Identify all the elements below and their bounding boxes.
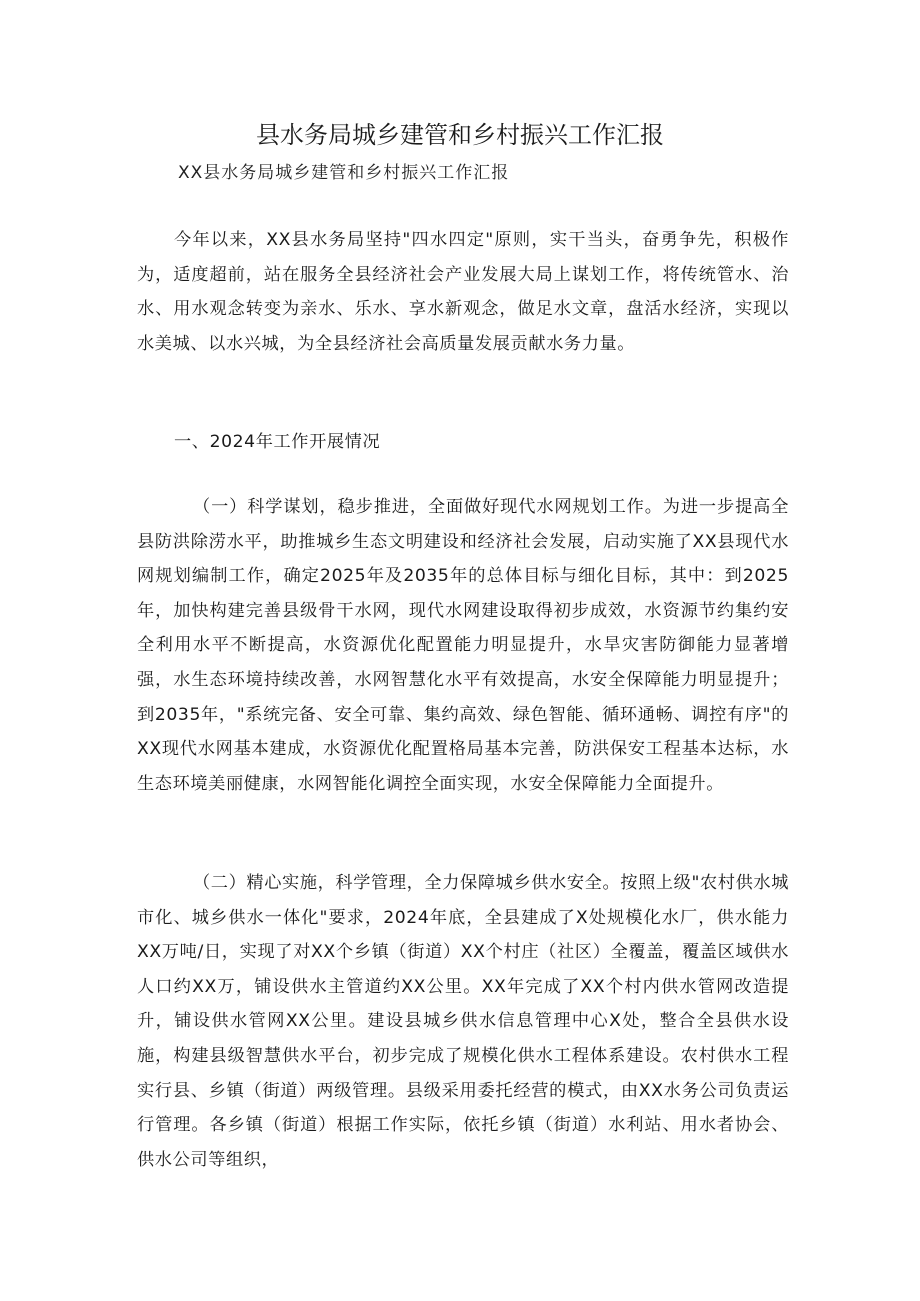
section-2-paragraph: （二）精心实施，科学管理，全力保障城乡供水安全。按照上级"农村供水城市化、城乡供水一体化"要求，2024年底，全县建成了X处规模化水厂，供水能力XX万吨/日，实现了对XX个乡镇（街道）XX个村庄（社区）全覆盖，覆盖区域供水人口约XX万，铺设供水主管道约XX公里。XX年完成了XX个村内供水管网改造提升，铺设供水管网XX公里。建设县城乡供水信息管理中心X处，整合全县供水设施，构建县级智慧供水平台，初步完成了规模化供水工程体系建设。农村供水工程实行县、乡镇（街道）两级管理。县级采用委托经营的模式，由XX水务公司负责运行管理。各乡镇（街道）根据工作实际，依托乡镇（街道）水利站、用水者协会、供水公司等组织， — [137, 873, 789, 1170]
document-title: 县水务局城乡建管和乡村振兴工作汇报 — [256, 121, 664, 149]
section-1-paragraph: （一）科学谋划，稳步推进，全面做好现代水网规划工作。为进一步提高全县防洪除涝水平，助推城乡生态文明建设和经济社会发展，启动实施了XX县现代水网规划编制工作，确定2025年及2035年的总体目标与细化目标，其中：到2025年，加快构建完善县级骨干水网，现代水网建设取得初步成效，水资源节约集约安全利用水平不断提高，水资源优化配置能力明显提升，水旱灾害防御能力显著增强，水生态环境持续改善，水网智慧化水平有效提高，水安全保障能力明显提升；到2035年，"系统完备、安全可靠、集约高效、绿色智能、循环通畅、调控有序"的XX现代水网基本建成，水资源优化配置格局基本完善，防洪保安工程基本达标，水生态环境美丽健康，水网智能化调控全面实现，水安全保障能力全面提升。 — [137, 497, 789, 794]
section-heading: 一、2024年工作开展情况 — [174, 432, 381, 452]
intro-paragraph: 今年以来，XX县水务局坚持"四水四定"原则，实干当头，奋勇争先，积极作为，适度超前，站在服务全县经济社会产业发展大局上谋划工作，将传统管水、治水、用水观念转变为亲水、乐水、享水新观念，做足水文章，盘活水经济，实现以水美城、以水兴城，为全县经济社会高质量发展贡献水务力量。 — [137, 230, 789, 354]
document-subtitle: XX县水务局城乡建管和乡村振兴工作汇报 — [178, 163, 510, 183]
